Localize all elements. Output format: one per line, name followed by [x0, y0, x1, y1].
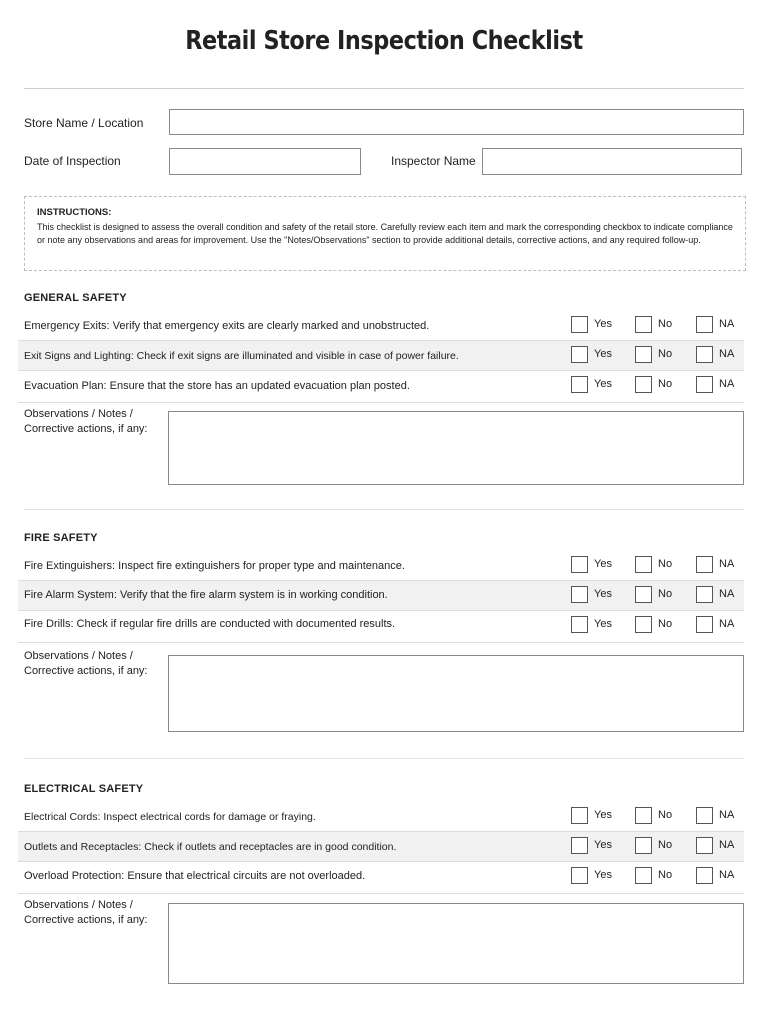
observations-textarea[interactable] [168, 411, 744, 485]
na-label: NA [719, 318, 735, 330]
na-checkbox[interactable] [696, 867, 713, 884]
title-divider [24, 88, 744, 89]
item-text: Exit Signs and Lighting: Check if exit signs are illuminated and visible in case of power failure. [24, 350, 459, 362]
na-checkbox[interactable] [696, 316, 713, 333]
na-checkbox[interactable] [696, 807, 713, 824]
yes-label: Yes [594, 869, 612, 881]
na-label: NA [719, 588, 735, 600]
yes-checkbox[interactable] [571, 556, 588, 573]
inspector-field[interactable] [482, 148, 742, 175]
na-checkbox[interactable] [696, 616, 713, 633]
na-label: NA [719, 839, 735, 851]
observations-label-line1: Observations / Notes / [24, 650, 133, 662]
yes-label: Yes [594, 839, 612, 851]
no-checkbox[interactable] [635, 586, 652, 603]
date-label: Date of Inspection [24, 154, 121, 168]
section-title: ELECTRICAL SAFETY [24, 783, 144, 795]
store-name-field[interactable] [169, 109, 744, 135]
yes-label: Yes [594, 348, 612, 360]
no-checkbox[interactable] [635, 556, 652, 573]
na-checkbox[interactable] [696, 586, 713, 603]
na-label: NA [719, 378, 735, 390]
no-label: No [658, 869, 673, 881]
yes-label: Yes [594, 618, 612, 630]
item-text: Electrical Cords: Inspect electrical cords for damage or fraying. [24, 811, 316, 823]
item-text: Outlets and Receptacles: Check if outlets and receptacles are in good condition. [24, 841, 397, 853]
no-checkbox[interactable] [635, 867, 652, 884]
yes-label: Yes [594, 378, 612, 390]
na-checkbox[interactable] [696, 376, 713, 393]
observations-label-line2: Corrective actions, if any: [24, 665, 148, 677]
checklist-row [18, 341, 744, 371]
na-checkbox[interactable] [696, 837, 713, 854]
no-label: No [658, 348, 673, 360]
no-label: No [658, 618, 673, 630]
no-checkbox[interactable] [635, 807, 652, 824]
instructions-heading: INSTRUCTIONS: [37, 207, 112, 218]
observations-label-line1: Observations / Notes / [24, 408, 133, 420]
checklist-row [18, 802, 744, 832]
no-checkbox[interactable] [635, 316, 652, 333]
yes-label: Yes [594, 588, 612, 600]
na-label: NA [719, 558, 735, 570]
date-field[interactable] [169, 148, 361, 175]
yes-checkbox[interactable] [571, 867, 588, 884]
section-divider [24, 509, 744, 510]
section-divider [24, 758, 744, 759]
checklist-row [18, 371, 744, 403]
no-label: No [658, 378, 673, 390]
yes-label: Yes [594, 809, 612, 821]
no-checkbox[interactable] [635, 837, 652, 854]
store-name-label: Store Name / Location [24, 116, 144, 130]
no-label: No [658, 839, 673, 851]
na-label: NA [719, 348, 735, 360]
checklist-row [18, 862, 744, 894]
item-text: Emergency Exits: Verify that emergency exits are clearly marked and unobstructed. [24, 320, 430, 332]
no-checkbox[interactable] [635, 346, 652, 363]
observations-label-line1: Observations / Notes / [24, 899, 133, 911]
instructions-text: This checklist is designed to assess the overall condition and safety of the retail store. Carefully review each item and mark the corresponding checkbox to indicate compliance or note any observations and areas for improvement. Use the "Notes/Observations" section to provide additional details, corrective actions, and any required follow-up. [37, 222, 733, 245]
inspector-label: Inspector Name [391, 154, 476, 168]
checklist-row [18, 551, 744, 581]
yes-checkbox[interactable] [571, 316, 588, 333]
section-title: FIRE SAFETY [24, 532, 98, 544]
checklist-row [18, 581, 744, 611]
no-checkbox[interactable] [635, 616, 652, 633]
item-text: Fire Alarm System: Verify that the fire alarm system is in working condition. [24, 589, 388, 601]
item-text: Fire Extinguishers: Inspect fire extinguishers for proper type and maintenance. [24, 560, 405, 572]
yes-checkbox[interactable] [571, 837, 588, 854]
yes-checkbox[interactable] [571, 807, 588, 824]
instructions-box [24, 196, 746, 271]
no-checkbox[interactable] [635, 376, 652, 393]
item-text: Evacuation Plan: Ensure that the store has an updated evacuation plan posted. [24, 380, 410, 392]
yes-label: Yes [594, 558, 612, 570]
checklist-row [18, 832, 744, 862]
no-label: No [658, 558, 673, 570]
no-label: No [658, 809, 673, 821]
page-title: Retail Store Inspection Checklist [185, 26, 583, 56]
yes-checkbox[interactable] [571, 346, 588, 363]
na-label: NA [719, 618, 735, 630]
na-checkbox[interactable] [696, 556, 713, 573]
yes-label: Yes [594, 318, 612, 330]
checklist-row [18, 611, 744, 643]
no-label: No [658, 318, 673, 330]
yes-checkbox[interactable] [571, 376, 588, 393]
section-title: GENERAL SAFETY [24, 292, 127, 304]
yes-checkbox[interactable] [571, 616, 588, 633]
na-checkbox[interactable] [696, 346, 713, 363]
observations-label [24, 898, 148, 928]
observations-label [24, 407, 148, 437]
item-text: Overload Protection: Ensure that electrical circuits are not overloaded. [24, 870, 366, 882]
na-label: NA [719, 809, 735, 821]
checklist-row [18, 311, 744, 341]
no-label: No [658, 588, 673, 600]
observations-label-line2: Corrective actions, if any: [24, 423, 148, 435]
yes-checkbox[interactable] [571, 586, 588, 603]
na-label: NA [719, 869, 735, 881]
observations-textarea[interactable] [168, 903, 744, 984]
observations-label-line2: Corrective actions, if any: [24, 914, 148, 926]
item-text: Fire Drills: Check if regular fire drills are conducted with documented results. [24, 618, 396, 630]
observations-label [24, 649, 148, 679]
observations-textarea[interactable] [168, 655, 744, 732]
